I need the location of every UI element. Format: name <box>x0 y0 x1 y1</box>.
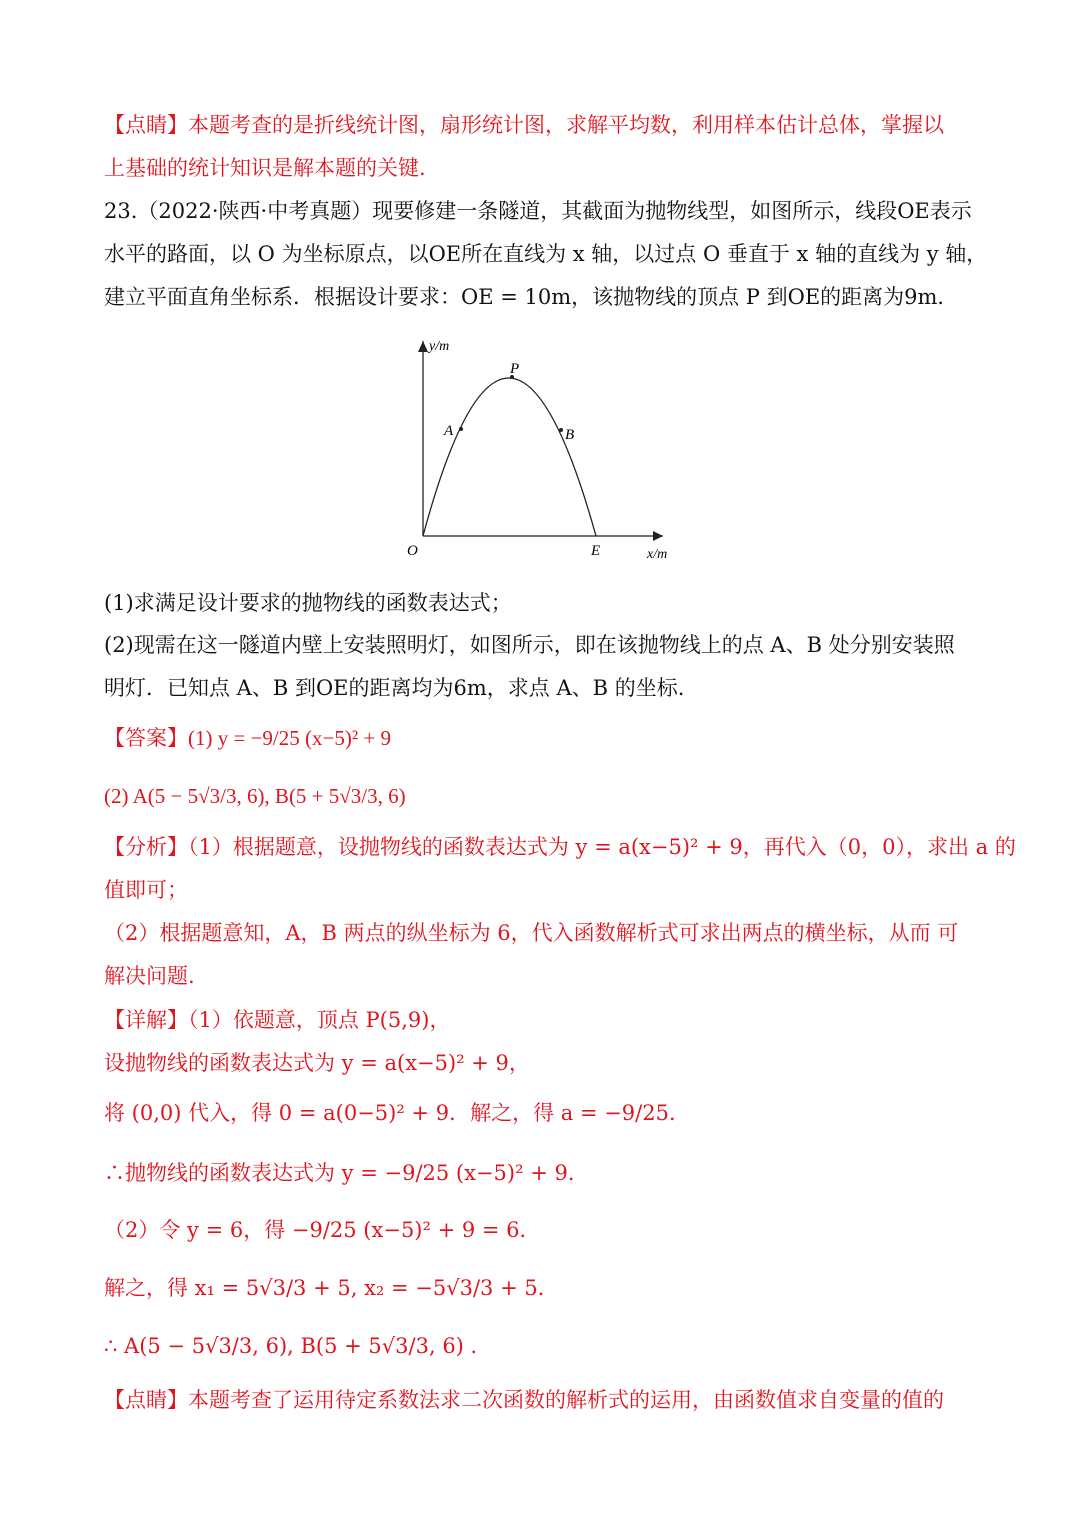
y-axis-label: y/m <box>429 339 450 354</box>
problem-line3: 建立平面直角坐标系．根据设计要求：OE = 10m，该抛物线的顶点 P 到OE的距离为9m． <box>104 285 959 309</box>
y-axis-arrow-icon <box>418 341 428 352</box>
analysis-tag: 【分析】 <box>104 835 188 859</box>
detail-tag: 【详解】 <box>104 1008 188 1032</box>
detail-line1 <box>104 1007 450 1033</box>
answer-line2 <box>104 783 406 809</box>
question-1: (1)求满足设计要求的抛物线的函数表达式； <box>104 591 512 615</box>
detail-text1: （1）依题意，顶点 P(5,9)， <box>188 1008 451 1032</box>
detail-line7: ∴ A(5 − 5√3/3, 6), B(5 + 5√3/3, 6) ． <box>104 1334 492 1358</box>
dianjing-top-line2: 上基础的统计知识是解本题的关键. <box>104 156 426 180</box>
question-2-line1: (2)现需在这一隧道内壁上安装照明灯，如图所示，即在该抛物线上的点 A、B 处分别安装照 <box>104 633 955 657</box>
analysis-text1: （1）根据题意，设抛物线的函数表达式为 y = a(x−5)² + 9，再代入（0，0），求出 a 的 <box>188 835 1016 859</box>
detail-line6: 解之，得 x₁ = 5√3/3 + 5, x₂ = −5√3/3 + 5． <box>104 1276 559 1300</box>
detail-line2: 设抛物线的函数表达式为 y = a(x−5)² + 9， <box>104 1051 530 1075</box>
dianjing-bottom-text1: 本题考查了运用待定系数法求二次函数的解析式的运用，由函数值求自变量的值的 <box>188 1388 944 1412</box>
dianjing-top-text1: 本题考查的是折线统计图，扇形统计图，求解平均数，利用样本估计总体，掌握以 <box>188 113 944 137</box>
analysis-line1 <box>104 834 1016 860</box>
answer-line1 <box>104 725 391 751</box>
parabola-figure <box>395 333 685 569</box>
question-2-line2: 明灯．已知点 A、B 到OE的距离均为6m，求点 A、B 的坐标. <box>104 676 685 700</box>
point-b <box>559 428 563 432</box>
point-a <box>459 427 463 431</box>
point-b-label: B <box>565 427 575 443</box>
dianjing-top-tag: 【点睛】 <box>104 113 188 137</box>
problem-line1: 23.（2022·陕西·中考真题）现要修建一条隧道，其截面为抛物线型，如图所示，线段OE表示 <box>104 199 972 223</box>
detail-line5: （2）令 y = 6，得 −9/25 (x−5)² + 9 = 6． <box>104 1218 541 1242</box>
answer-tag: 【答案】 <box>104 726 188 750</box>
detail-line3: 将 (0,0) 代入，得 0 = a(0−5)² + 9．解之，得 a = −9/25． <box>104 1101 690 1125</box>
dianjing-top-line1 <box>104 112 944 138</box>
detail-line4: ∴抛物线的函数表达式为 y = −9/25 (x−5)² + 9． <box>104 1161 589 1185</box>
dianjing-bottom-tag: 【点睛】 <box>104 1388 188 1412</box>
vertex-label: P <box>510 361 520 377</box>
x-axis-label: x/m <box>647 547 668 562</box>
x-axis-arrow-icon <box>653 531 663 541</box>
problem-line2: 水平的路面，以 O 为坐标原点，以OE所在直线为 x 轴，以过点 O 垂直于 x 轴的直线为 y 轴， <box>104 242 988 266</box>
answer-2: (2) A(5 − 5√3/3, 6), B(5 + 5√3/3, 6) <box>104 784 406 808</box>
analysis-line2: 值即可； <box>104 878 188 902</box>
point-a-label: A <box>444 423 454 439</box>
parabola-curve <box>423 378 596 536</box>
analysis-line4: 解决问题. <box>104 964 195 988</box>
end-label: E <box>591 543 601 559</box>
origin-label: O <box>407 543 418 559</box>
answer-1: (1) y = −9/25 (x−5)² + 9 <box>188 726 391 750</box>
dianjing-bottom-line1 <box>104 1387 944 1413</box>
analysis-line3: （2）根据题意知，A，B 两点的纵坐标为 6，代入函数解析式可求出两点的横坐标，从而 可 <box>104 921 959 945</box>
